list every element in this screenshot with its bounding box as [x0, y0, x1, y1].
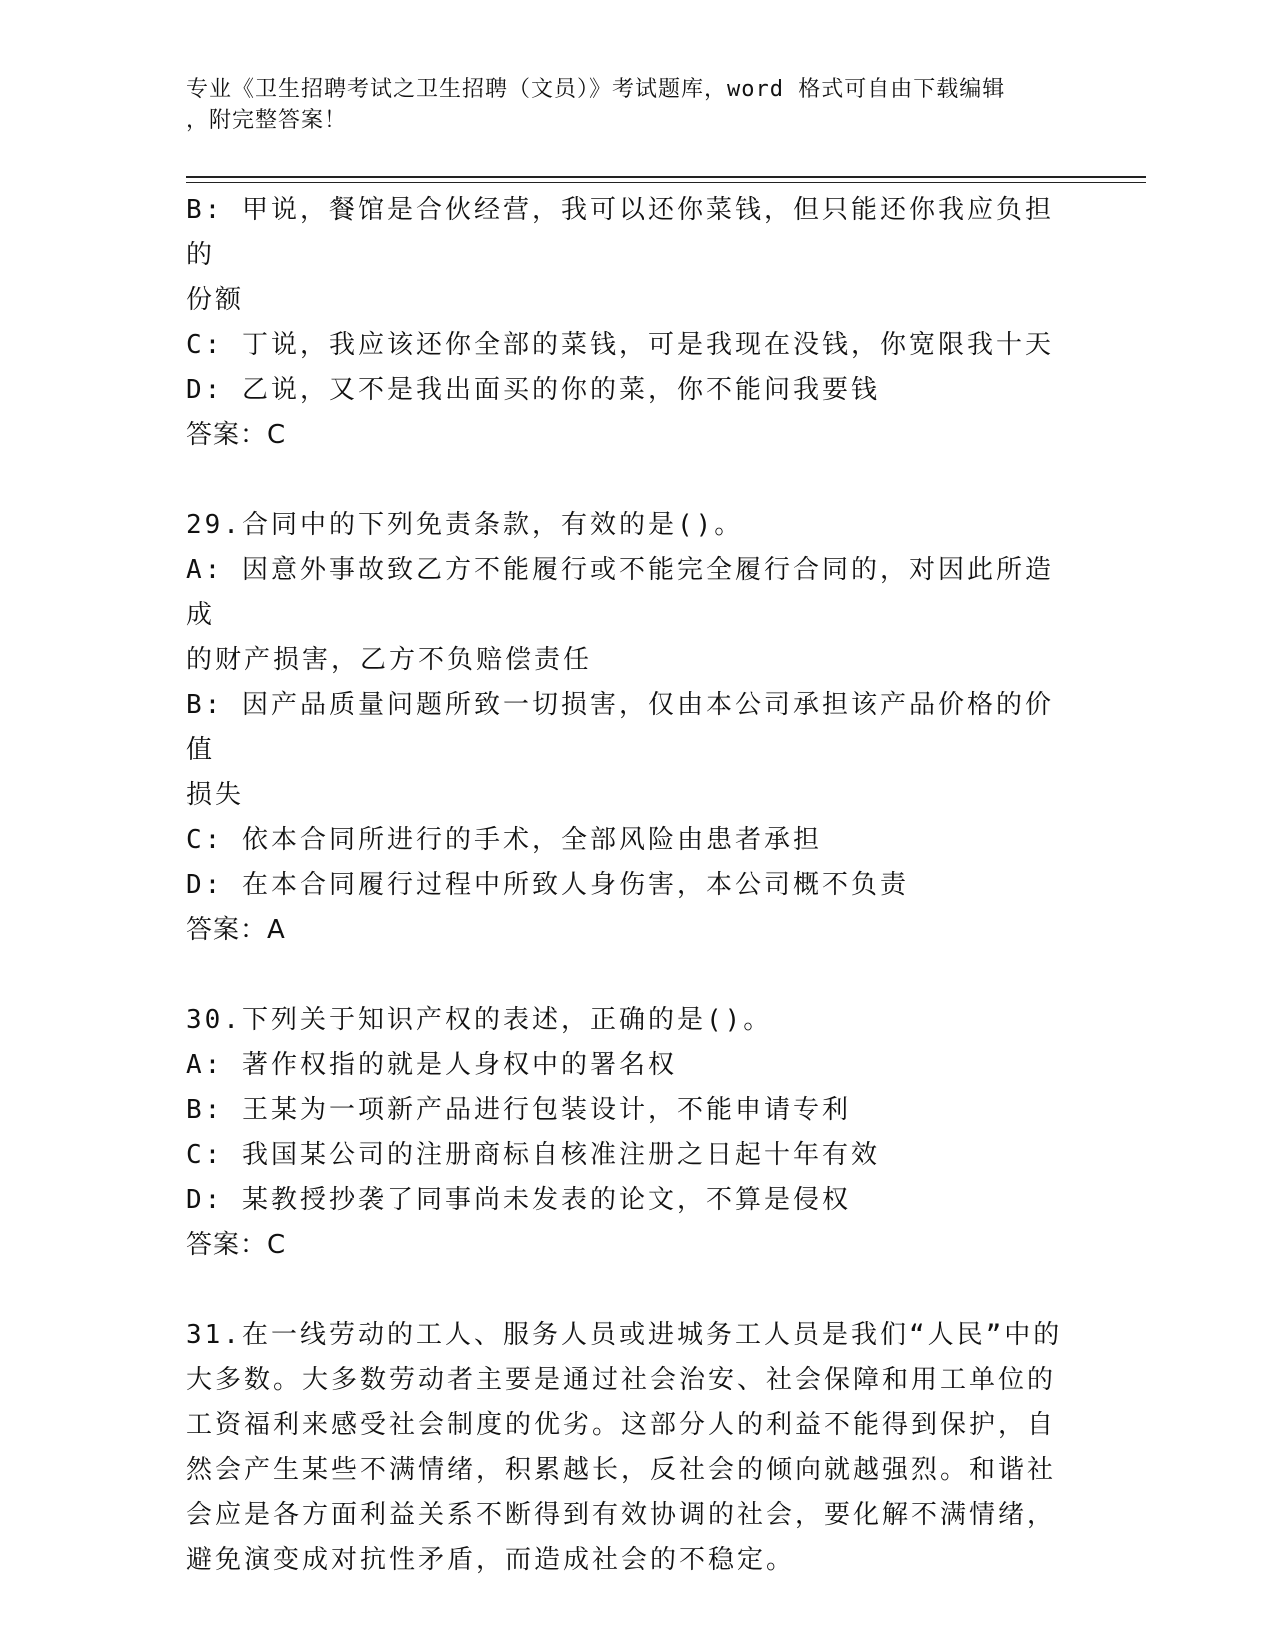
- question-28: [186, 188, 1066, 458]
- option-d: D: 乙说，又不是我出面买的你的菜，你不能问我要钱: [186, 375, 880, 405]
- option-b-line-2: 份额: [186, 285, 245, 315]
- question-stem-line-1: 31.在一线劳动的工人、服务人员或进城务工人员是我们“人民”中的: [186, 1320, 1063, 1350]
- option-c: C: 我国某公司的注册商标自核准注册之日起十年有效: [186, 1140, 880, 1170]
- option-b-line-1: B: 因产品质量问题所致一切损害，仅由本公司承担该产品价格的价值: [186, 690, 1054, 765]
- question-stem-line-6: 避免演变成对抗性矛盾，而造成社会的不稳定。: [186, 1545, 796, 1575]
- header-line-1: 专业《卫生招聘考试之卫生招聘（文员）》考试题库，word 格式可自由下载编辑: [186, 77, 1006, 102]
- option-b-line-2: 损失: [186, 780, 245, 810]
- option-c: C: 依本合同所进行的手术，全部风险由患者承担: [186, 825, 822, 855]
- answer: 答案：C: [186, 420, 287, 450]
- question-stem-line-4: 然会产生某些不满情绪，积累越长，反社会的倾向就越强烈。和谐社: [186, 1455, 1057, 1485]
- question-29: [186, 503, 1066, 953]
- spacer: [186, 458, 1066, 503]
- question-31: [186, 1313, 1066, 1583]
- question-stem-line-2: 大多数。大多数劳动者主要是通过社会治安、社会保障和用工单位的: [186, 1365, 1057, 1395]
- answer: 答案：C: [186, 1230, 287, 1260]
- option-a-line-2: 的财产损害，乙方不负赔偿责任: [186, 645, 593, 675]
- option-c: C: 丁说，我应该还你全部的菜钱，可是我现在没钱，你宽限我十天: [186, 330, 1054, 360]
- question-30: [186, 998, 1066, 1268]
- option-a: A: 著作权指的就是人身权中的署名权: [186, 1050, 677, 1080]
- question-stem-line-3: 工资福利来感受社会制度的优劣。这部分人的利益不能得到保护，自: [186, 1410, 1057, 1440]
- question-stem: 29.合同中的下列免责条款，有效的是()。: [186, 510, 744, 540]
- spacer: [186, 1268, 1066, 1313]
- answer: 答案：A: [186, 915, 286, 945]
- option-d: D: 某教授抄袭了同事尚未发表的论文，不算是侵权: [186, 1185, 851, 1215]
- header-divider: [186, 176, 1146, 178]
- header-line-2: ，附完整答案！: [186, 108, 348, 133]
- page-header: [186, 74, 1066, 136]
- option-b: B: 王某为一项新产品进行包装设计，不能申请专利: [186, 1095, 851, 1125]
- option-b-line-1: B: 甲说，餐馆是合伙经营，我可以还你菜钱，但只能还你我应负担的: [186, 195, 1054, 270]
- spacer: [186, 953, 1066, 998]
- option-a-line-1: A: 因意外事故致乙方不能履行或不能完全履行合同的，对因此所造成: [186, 555, 1054, 630]
- question-content: [186, 188, 1066, 1583]
- option-d: D: 在本合同履行过程中所致人身伤害，本公司概不负责: [186, 870, 909, 900]
- header-divider-thin: [186, 182, 1146, 183]
- question-stem: 30.下列关于知识产权的表述，正确的是()。: [186, 1005, 773, 1035]
- question-stem-line-5: 会应是各方面利益关系不断得到有效协调的社会，要化解不满情绪，: [186, 1500, 1057, 1530]
